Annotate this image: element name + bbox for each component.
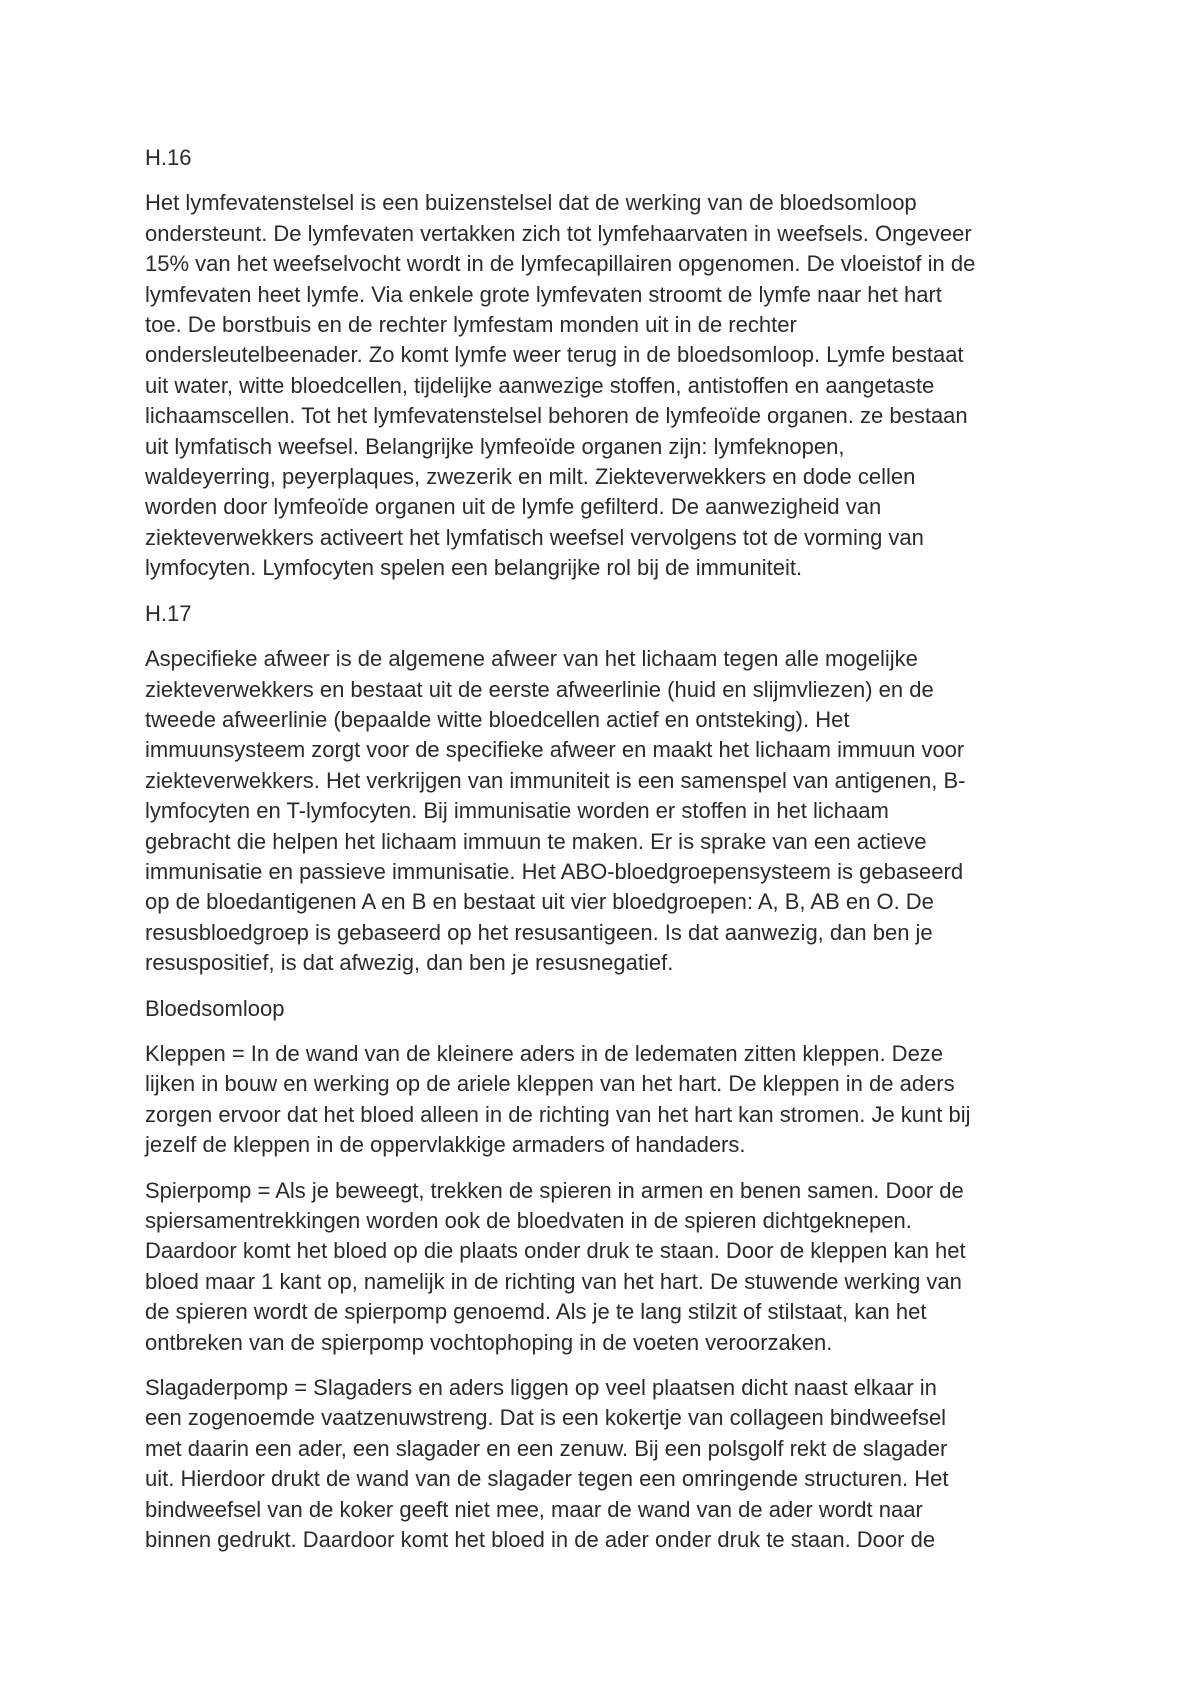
paragraph-lymfevatenstelsel [145, 188, 1080, 583]
document-body [145, 143, 1080, 1570]
text-line: uit water, witte bloedcellen, tijdelijke aanwezige stoffen, antistoffen en aangetaste [145, 372, 935, 398]
text-line: ziekteverwekkers en bestaat uit de eerste afweerlinie (huid en slijmvliezen) en de [145, 676, 934, 702]
text-line: Bloedsomloop [145, 995, 285, 1021]
text-line: ondersleutelbeenader. Zo komt lymfe weer terug in de bloedsomloop. Lymfe bestaat [145, 342, 964, 368]
text-line: worden door lymfeoïde organen uit de lymfe gefilterd. De aanwezigheid van [145, 494, 882, 520]
text-line: Het lymfevatenstelsel is een buizenstelsel dat de werking van de bloedsomloop [145, 190, 917, 216]
text-line: jezelf de kleppen in de oppervlakkige armaders of handaders. [145, 1132, 746, 1158]
text-line: bloed maar 1 kant op, namelijk in de richting van het hart. De stuwende werking van [145, 1268, 962, 1294]
text-line: met daarin een ader, een slagader en een zenuw. Bij een polsgolf rekt de slagader [145, 1435, 948, 1461]
text-line: Spierpomp = Als je beweegt, trekken de spieren in armen en benen samen. Door de [145, 1177, 964, 1203]
paragraph-afweer [145, 644, 1080, 978]
text-line: 15% van het weefselvocht wordt in de lymfecapillairen opgenomen. De vloeistof in de [145, 251, 976, 277]
text-line: de spieren wordt de spierpomp genoemd. Als je te lang stilzit of stilstaat, kan het [145, 1299, 927, 1325]
text-line: Daardoor komt het bloed op die plaats onder druk te staan. Door de kleppen kan het [145, 1238, 966, 1264]
text-line: lymfevaten heet lymfe. Via enkele grote lymfevaten stroomt de lymfe naar het hart [145, 281, 942, 307]
section-heading-h16 [145, 143, 1080, 173]
paragraph-slagaderpomp [145, 1373, 1080, 1555]
text-line: waldeyerring, peyerplaques, zwezerik en milt. Ziekteverwekkers en dode cellen [145, 464, 916, 490]
text-line: spiersamentrekkingen worden ook de bloedvaten in de spieren dichtgeknepen. [145, 1208, 912, 1233]
text-line: ziekteverwekkers. Het verkrijgen van immuniteit is een samenspel van antigenen, B- [145, 767, 966, 793]
text-line: ziekteverwekkers activeert het lymfatisch weefsel vervolgens tot de vorming van [145, 524, 924, 550]
text-line: immuunsysteem zorgt voor de specifieke afweer en maakt het lichaam immuun voor [145, 737, 965, 763]
text-line: gebracht die helpen het lichaam immuun te maken. Er is sprake van een actieve [145, 828, 927, 854]
text-line: toe. De borstbuis en de rechter lymfestam monden uit in de rechter [145, 312, 797, 338]
text-line: immunisatie en passieve immunisatie. Het ABO-bloedgroepensysteem is gebaseerd [145, 858, 964, 884]
text-line: op de bloedantigenen A en B en bestaat uit vier bloedgroepen: A, B, AB en O. De [145, 889, 934, 915]
text-line: Slagaderpomp = Slagaders en aders liggen op veel plaatsen dicht naast elkaar in [145, 1375, 937, 1401]
text-line: uit lymfatisch weefsel. Belangrijke lymfeoïde organen zijn: lymfeknopen, [145, 433, 845, 459]
text-line: H.17 [145, 600, 192, 626]
text-line: Aspecifieke afweer is de algemene afweer van het lichaam tegen alle mogelijke [145, 646, 918, 672]
paragraph-kleppen [145, 1039, 1080, 1161]
text-line: Kleppen = In de wand van de kleinere aders in de ledematen zitten kleppen. Deze [145, 1040, 944, 1066]
text-line: uit. Hierdoor drukt de wand van de slagader tegen een omringende structuren. Het [145, 1466, 949, 1492]
text-line: lijken in bouw en werking op de ariele kleppen van het hart. De kleppen in de aders [145, 1071, 955, 1097]
paragraph-spierpomp [145, 1176, 1080, 1358]
text-line: resuspositief, is dat afwezig, dan ben je resusnegatief. [145, 950, 674, 976]
text-line: lymfocyten en T-lymfocyten. Bij immunisatie worden er stoffen in het lichaam [145, 798, 889, 824]
section-heading-h17 [145, 599, 1080, 629]
text-line: H.16 [145, 145, 192, 170]
text-line: lichaamscellen. Tot het lymfevatenstelsel behoren de lymfeoïde organen. ze bestaan [145, 403, 968, 429]
text-line: ontbreken van de spierpomp vochtophoping in de voeten veroorzaken. [145, 1329, 833, 1355]
text-line: resusbloedgroep is gebaseerd op het resusantigeen. Is dat aanwezig, dan ben je [145, 919, 933, 945]
text-line: bindweefsel van de koker geeft niet mee, maar de wand van de ader wordt naar [145, 1496, 923, 1522]
text-line: binnen gedrukt. Daardoor komt het bloed in de ader onder druk te staan. Door de [145, 1527, 936, 1553]
text-line: ondersteunt. De lymfevaten vertakken zich tot lymfehaarvaten in weefsels. Ongeveer [145, 220, 972, 246]
text-line: lymfocyten. Lymfocyten spelen een belangrijke rol bij de immuniteit. [145, 555, 803, 581]
text-line: een zogenoemde vaatzenuwstreng. Dat is een kokertje van collageen bindweefsel [145, 1405, 947, 1431]
section-heading-bloedsomloop [145, 994, 1080, 1024]
text-line: zorgen ervoor dat het bloed alleen in de richting van het hart kan stromen. Je kunt bij [145, 1101, 971, 1127]
text-line: tweede afweerlinie (bepaalde witte bloedcellen actief en ontsteking). Het [145, 706, 850, 732]
